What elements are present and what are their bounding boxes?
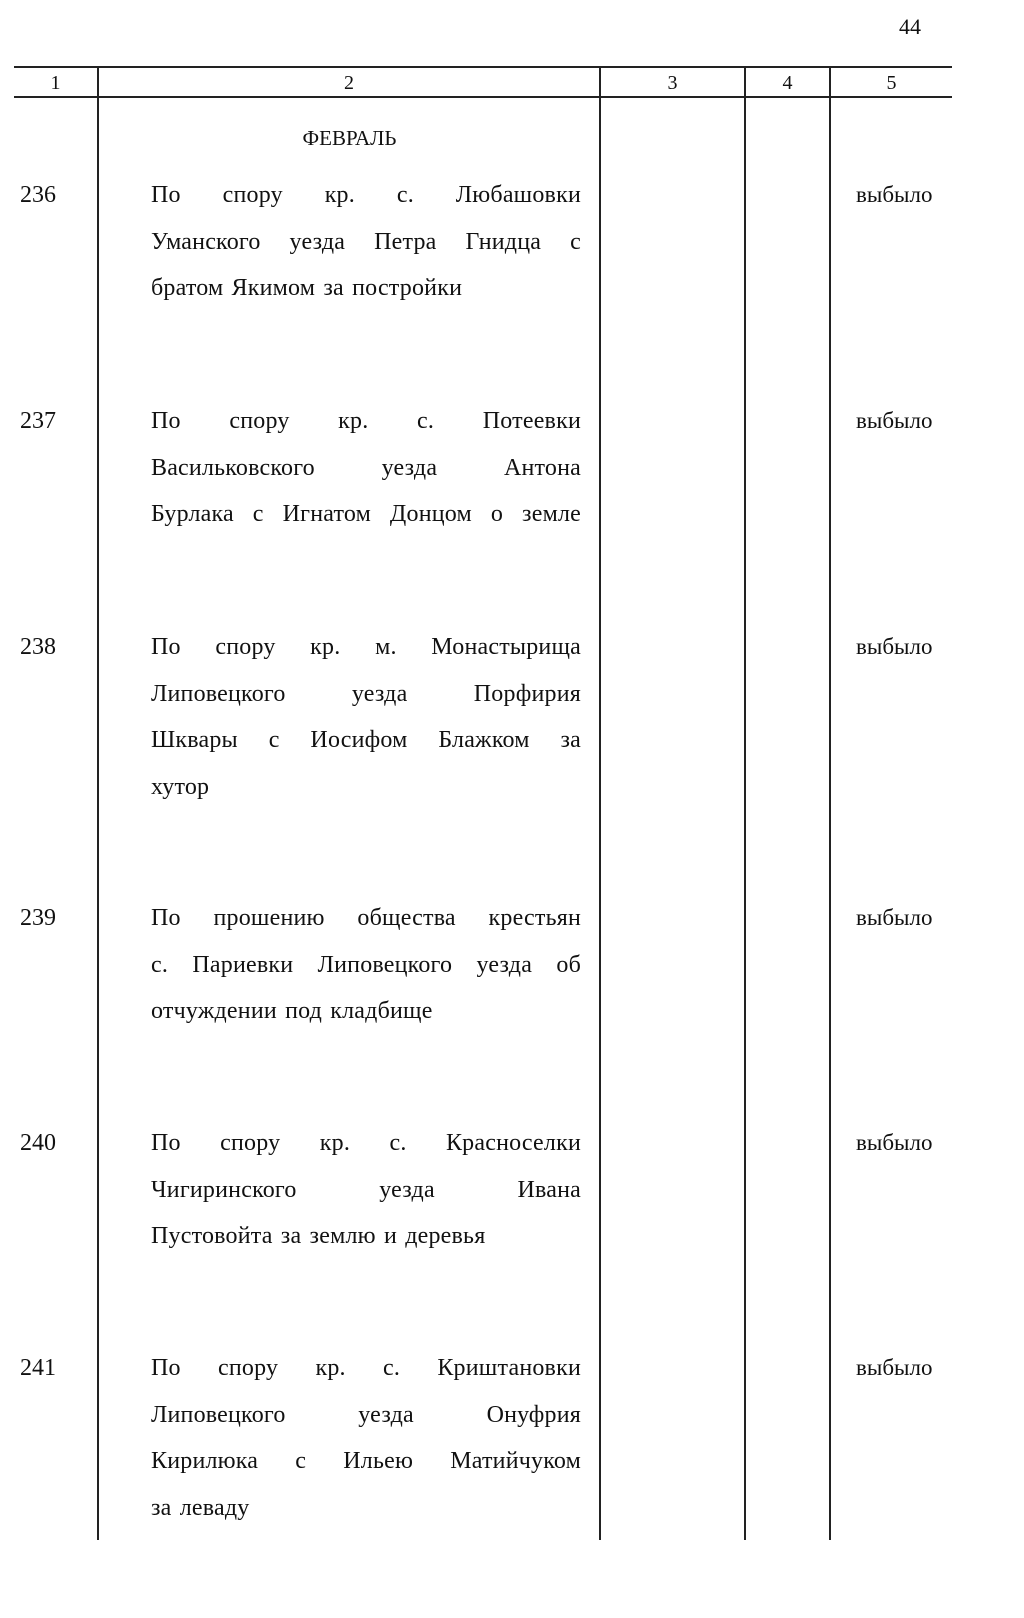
row-number: 236	[20, 182, 56, 208]
column-divider-2	[599, 66, 601, 1540]
description-line: с. Париевки Липовецкого уезда об	[151, 951, 581, 978]
description-line: братом Якимом за постройки	[151, 275, 463, 302]
row-status: выбыло	[856, 182, 933, 207]
column-header-3: 3	[667, 72, 678, 94]
description-line: Пустовойта за землю и деревья	[151, 1223, 486, 1250]
table-top-rule	[14, 66, 952, 68]
description-line: Липовецкого уезда Онуфрия	[151, 1401, 581, 1428]
column-header-5: 5	[886, 72, 897, 94]
description-line: Васильковского уезда Антона	[151, 454, 581, 481]
column-header-1: 1	[50, 72, 61, 94]
row-description	[151, 1345, 581, 1532]
description-line: Уманского уезда Петра Гнидца с	[151, 228, 581, 255]
description-line: По прошению общества крестьян	[151, 905, 581, 931]
row-description	[151, 172, 581, 312]
row-description	[151, 1120, 581, 1260]
row-status: выбыло	[856, 1355, 933, 1380]
row-status: выбыло	[856, 408, 933, 433]
column-header-4: 4	[782, 72, 793, 94]
column-divider-1	[97, 66, 99, 1540]
description-line: По спору кр. с. Криштановки	[151, 1355, 581, 1381]
row-status: выбыло	[856, 1130, 933, 1155]
description-line: отчуждении под кладбище	[151, 998, 433, 1025]
row-description	[151, 624, 581, 811]
row-description	[151, 398, 581, 538]
column-divider-3	[744, 66, 746, 1540]
description-line: Липовецкого уезда Порфирия	[151, 680, 581, 707]
column-header-2: 2	[344, 72, 354, 94]
description-line: Шквары с Иосифом Блажком за	[151, 727, 581, 754]
description-line: По спору кр. с. Потеевки	[151, 408, 581, 434]
description-line: за леваду	[151, 1495, 250, 1522]
page-number: 44	[899, 14, 921, 39]
description-line: Кирилюка с Ильею Матийчуком	[151, 1448, 581, 1475]
description-line: хутор	[151, 774, 210, 801]
table-header-rule	[14, 96, 952, 98]
description-line: По спору кр. с. Красноселки	[151, 1130, 581, 1156]
row-number: 238	[20, 634, 56, 660]
description-line: По спору кр. м. Монастырища	[151, 634, 581, 660]
row-number: 241	[20, 1355, 56, 1381]
row-number: 239	[20, 905, 56, 931]
description-line: Бурлака с Игнатом Донцом о земле	[151, 501, 581, 528]
description-line: Чигиринского уезда Ивана	[151, 1176, 581, 1203]
row-description	[151, 895, 581, 1035]
row-number: 240	[20, 1130, 56, 1156]
description-line: По спору кр. с. Любашовки	[151, 182, 581, 208]
section-title: ФЕВРАЛЬ	[302, 126, 397, 150]
row-status: выбыло	[856, 634, 933, 659]
row-status: выбыло	[856, 905, 933, 930]
column-divider-4	[829, 66, 831, 1540]
row-number: 237	[20, 408, 56, 434]
